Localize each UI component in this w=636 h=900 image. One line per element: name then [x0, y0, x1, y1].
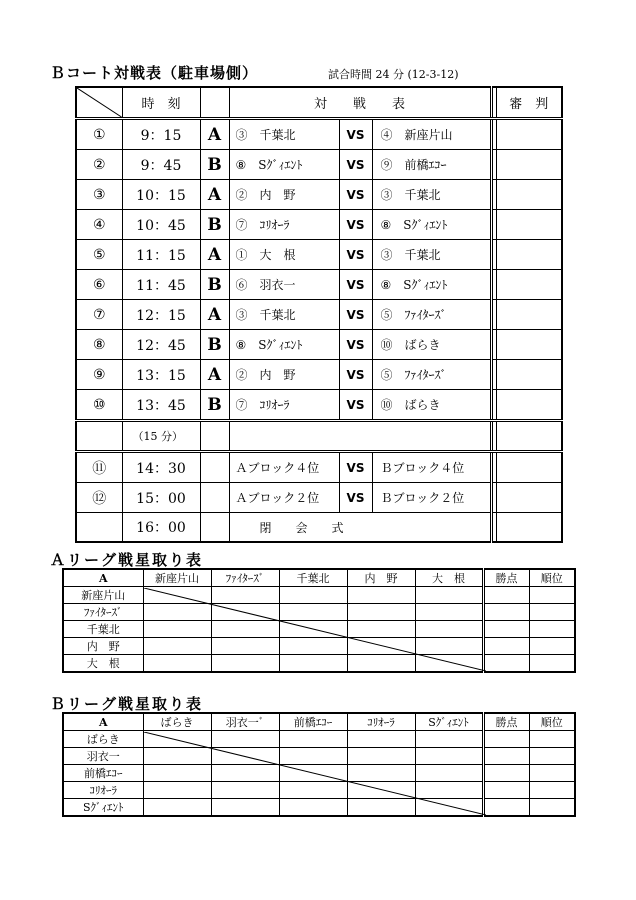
match-header: 対 戦 表 [229, 87, 491, 119]
game-block: A [200, 119, 229, 150]
referee-header: 審 判 [496, 87, 562, 119]
league-a-title: Ａリーグ戦星取り表 [50, 551, 204, 569]
team1-number: ⑦ [235, 218, 248, 232]
result-cell [347, 799, 415, 817]
vs-label: VS [339, 360, 372, 390]
points-cell [483, 587, 529, 604]
row-team: ばらき [63, 731, 143, 748]
rank-header: 順位 [529, 569, 575, 587]
team1-name: Sｸﾞｨｴﾝﾄ [258, 338, 303, 352]
vs-label: VS [339, 210, 372, 240]
league-row [63, 621, 575, 638]
game-row [76, 210, 562, 240]
result-cell [279, 799, 347, 817]
result-cell [143, 748, 211, 765]
points-cell [483, 731, 529, 748]
game-time: 10：15 [122, 180, 200, 210]
referee-cell [496, 360, 562, 390]
result-cell [415, 799, 483, 817]
column-team: Sｸﾞｨｴﾝﾄ [415, 713, 483, 731]
team1-name: 千葉北 [259, 128, 296, 142]
game-number: ① [76, 119, 122, 150]
team2-name: Sｸﾞｨｴﾝﾄ [403, 218, 448, 232]
game-time: 9：15 [122, 119, 200, 150]
referee-cell [496, 270, 562, 300]
result-cell [279, 731, 347, 748]
final-row [76, 483, 562, 513]
vs-label: VS [339, 483, 372, 513]
result-cell [415, 731, 483, 748]
result-cell [415, 655, 483, 673]
row-team: ｺﾘｵｰﾗ [63, 782, 143, 799]
team2-name: 千葉北 [404, 188, 441, 202]
team2-number: ⑤ [380, 308, 393, 322]
game-number: ④ [76, 210, 122, 240]
result-cell [211, 799, 279, 817]
team1-number: ① [235, 248, 248, 262]
column-team: 羽衣一ﾞ [211, 713, 279, 731]
vs-label: VS [339, 300, 372, 330]
points-cell [483, 655, 529, 673]
row-team: 内 野 [63, 638, 143, 655]
points-cell [483, 799, 529, 817]
column-team: 千葉北 [279, 569, 347, 587]
game-row [76, 180, 562, 210]
column-team: 新座片山 [143, 569, 211, 587]
result-cell [415, 638, 483, 655]
team2-name: 新座片山 [404, 128, 453, 142]
rank-cell [529, 748, 575, 765]
game-number: ⑦ [76, 300, 122, 330]
game-block: A [200, 300, 229, 330]
game-block: B [200, 330, 229, 360]
result-cell [211, 748, 279, 765]
row-team: ﾌｧｲﾀｰｽﾞ [63, 604, 143, 621]
game-number: ⑤ [76, 240, 122, 270]
schedule-header-row [76, 87, 562, 119]
game-time: 10：45 [122, 210, 200, 240]
game-number: ⑨ [76, 360, 122, 390]
result-cell [143, 731, 211, 748]
vs-label: VS [339, 270, 372, 300]
result-cell [347, 731, 415, 748]
rank-cell [529, 765, 575, 782]
team2-number: ③ [380, 248, 393, 262]
rank-cell [529, 587, 575, 604]
referee-cell [496, 150, 562, 180]
team1-name: 千葉北 [259, 308, 296, 322]
game-row [76, 300, 562, 330]
page-title: Ｂコート対戦表（駐車場側） [50, 64, 259, 82]
game-block: B [200, 390, 229, 421]
league-row [63, 748, 575, 765]
league-row [63, 799, 575, 817]
result-cell [143, 782, 211, 799]
row-team: 千葉北 [63, 621, 143, 638]
row-team: 新座片山 [63, 587, 143, 604]
result-cell [279, 782, 347, 799]
result-cell [143, 638, 211, 655]
team2-name: ばらき [404, 338, 441, 352]
referee-cell [496, 483, 562, 513]
team2-name: 千葉北 [404, 248, 441, 262]
rank-cell [529, 799, 575, 817]
game-row [76, 150, 562, 180]
referee-cell [496, 330, 562, 360]
result-cell [279, 765, 347, 782]
points-cell [483, 748, 529, 765]
team1-name: ｺﾘｵｰﾗ [259, 398, 290, 412]
game-number: ③ [76, 180, 122, 210]
rank-cell [529, 731, 575, 748]
vs-label: VS [339, 452, 372, 483]
team2-number: ③ [380, 188, 393, 202]
referee-cell [496, 300, 562, 330]
result-cell [279, 587, 347, 604]
column-team: 前橋ｴｺｰ [279, 713, 347, 731]
rank-cell [529, 604, 575, 621]
result-cell [415, 604, 483, 621]
vs-label: VS [339, 330, 372, 360]
points-cell [483, 638, 529, 655]
game-number: ⑪ [76, 452, 122, 483]
game-block: A [200, 240, 229, 270]
corner-label: A [63, 713, 143, 731]
points-cell [483, 604, 529, 621]
league-header-row [63, 713, 575, 731]
game-time: 11：45 [122, 270, 200, 300]
result-cell [415, 621, 483, 638]
league-a-table [62, 568, 576, 673]
result-cell [279, 655, 347, 673]
result-cell [415, 587, 483, 604]
result-cell [347, 587, 415, 604]
team2-number: ⑧ [380, 278, 392, 292]
league-row [63, 638, 575, 655]
game-block: B [200, 150, 229, 180]
diagonal-line [77, 88, 122, 117]
league-row [63, 765, 575, 782]
corner-label: A [63, 569, 143, 587]
team1-name: 羽衣一 [259, 278, 296, 292]
break-label: （15 分） [122, 421, 200, 452]
league-b-table [62, 712, 576, 817]
result-cell [415, 782, 483, 799]
result-cell [143, 655, 211, 673]
result-cell [211, 782, 279, 799]
team1-name: ｺﾘｵｰﾗ [259, 218, 290, 232]
result-cell [211, 604, 279, 621]
rank-cell [529, 621, 575, 638]
team1-name: 大 根 [259, 248, 296, 262]
referee-cell [496, 180, 562, 210]
team2-number: ⑩ [380, 398, 393, 412]
row-team: 羽衣一 [63, 748, 143, 765]
game-time: 14：30 [122, 452, 200, 483]
game-time: 12：15 [122, 300, 200, 330]
result-cell [143, 604, 211, 621]
team1-number: ② [235, 368, 248, 382]
points-header: 勝点 [483, 713, 529, 731]
result-cell [143, 621, 211, 638]
vs-label: VS [339, 390, 372, 421]
referee-cell [496, 119, 562, 150]
team1-number: ⑦ [235, 398, 248, 412]
result-cell [211, 731, 279, 748]
result-cell [415, 765, 483, 782]
column-team: 大 根 [415, 569, 483, 587]
result-cell [347, 765, 415, 782]
game-time: 13：15 [122, 360, 200, 390]
result-cell [143, 587, 211, 604]
match-duration-note: 試合時間 24 分 (12-3-12) [328, 68, 459, 81]
team2-name: Ｂブロック４位 [372, 452, 491, 483]
team2-number: ⑨ [380, 158, 393, 172]
final-row [76, 452, 562, 483]
game-number: ⑥ [76, 270, 122, 300]
points-cell [483, 621, 529, 638]
time-header: 時 刻 [122, 87, 200, 119]
team1-name: Ａブロック４位 [229, 452, 339, 483]
game-row [76, 360, 562, 390]
points-cell [483, 782, 529, 799]
game-block: A [200, 180, 229, 210]
closing-label: 閉 会 式 [229, 513, 491, 543]
row-team: 前橋ｴｺｰ [63, 765, 143, 782]
referee-cell [496, 390, 562, 421]
referee-cell [496, 210, 562, 240]
game-number: ⑧ [76, 330, 122, 360]
game-time: 12：45 [122, 330, 200, 360]
league-header-row [63, 569, 575, 587]
result-cell [211, 621, 279, 638]
vs-label: VS [339, 180, 372, 210]
team2-number: ⑩ [380, 338, 393, 352]
game-row [76, 119, 562, 150]
rank-cell [529, 782, 575, 799]
team1-number: ⑧ [235, 158, 247, 172]
result-cell [347, 621, 415, 638]
team2-name: Ｂブロック２位 [372, 483, 491, 513]
result-cell [143, 765, 211, 782]
game-block: A [200, 360, 229, 390]
result-cell [347, 604, 415, 621]
result-cell [143, 799, 211, 817]
team1-number: ② [235, 188, 248, 202]
game-number: ⑩ [76, 390, 122, 421]
closing-time: 16：00 [122, 513, 200, 543]
result-cell [347, 782, 415, 799]
vs-label: VS [339, 150, 372, 180]
rank-cell [529, 655, 575, 673]
corner-cell [76, 87, 122, 119]
team2-number: ④ [380, 128, 393, 142]
rank-cell [529, 638, 575, 655]
column-team: ｺﾘｵｰﾗ [347, 713, 415, 731]
game-block: B [200, 210, 229, 240]
team2-name: 前橋ｴｺｰ [404, 158, 447, 172]
game-time: 11：15 [122, 240, 200, 270]
result-cell [279, 748, 347, 765]
team1-name: Sｸﾞｨｴﾝﾄ [258, 158, 303, 172]
team2-number: ⑤ [380, 368, 393, 382]
schedule-table [75, 86, 563, 543]
result-cell [415, 748, 483, 765]
vs-label: VS [339, 119, 372, 150]
team1-number: ③ [235, 128, 248, 142]
game-row [76, 240, 562, 270]
result-cell [279, 638, 347, 655]
points-header: 勝点 [483, 569, 529, 587]
league-row [63, 731, 575, 748]
result-cell [279, 604, 347, 621]
team1-number: ⑥ [235, 278, 248, 292]
column-team: 内 野 [347, 569, 415, 587]
result-cell [347, 655, 415, 673]
league-row [63, 655, 575, 673]
team2-name: ばらき [404, 398, 441, 412]
team2-number: ⑧ [380, 218, 392, 232]
referee-cell [496, 240, 562, 270]
result-cell [211, 638, 279, 655]
referee-cell [496, 452, 562, 483]
rank-header: 順位 [529, 713, 575, 731]
game-time: 13：45 [122, 390, 200, 421]
league-row [63, 782, 575, 799]
game-number: ② [76, 150, 122, 180]
result-cell [211, 587, 279, 604]
league-row [63, 587, 575, 604]
result-cell [347, 748, 415, 765]
closing-row [76, 513, 562, 543]
column-team: ﾌｧｲﾀｰｽﾞ [211, 569, 279, 587]
game-row [76, 270, 562, 300]
team1-name: Ａブロック２位 [229, 483, 339, 513]
break-row [76, 421, 562, 452]
vs-label: VS [339, 240, 372, 270]
team1-name: 内 野 [259, 368, 296, 382]
column-team: ばらき [143, 713, 211, 731]
result-cell [211, 765, 279, 782]
game-row [76, 390, 562, 421]
game-number: ⑫ [76, 483, 122, 513]
row-team: 大 根 [63, 655, 143, 673]
row-team: Sｸﾞｨｴﾝﾄ [63, 799, 143, 817]
league-row [63, 604, 575, 621]
points-cell [483, 765, 529, 782]
game-block: B [200, 270, 229, 300]
result-cell [211, 655, 279, 673]
game-time: 9：45 [122, 150, 200, 180]
result-cell [347, 638, 415, 655]
league-b-title: Ｂリーグ戦星取り表 [50, 695, 204, 713]
game-row [76, 330, 562, 360]
team1-name: 内 野 [259, 188, 296, 202]
team2-name: Sｸﾞｨｴﾝﾄ [403, 278, 448, 292]
team1-number: ③ [235, 308, 248, 322]
team2-name: ﾌｧｲﾀｰｽﾞ [404, 368, 447, 382]
team1-number: ⑧ [235, 338, 247, 352]
result-cell [279, 621, 347, 638]
game-time: 15：00 [122, 483, 200, 513]
team2-name: ﾌｧｲﾀｰｽﾞ [404, 308, 447, 322]
